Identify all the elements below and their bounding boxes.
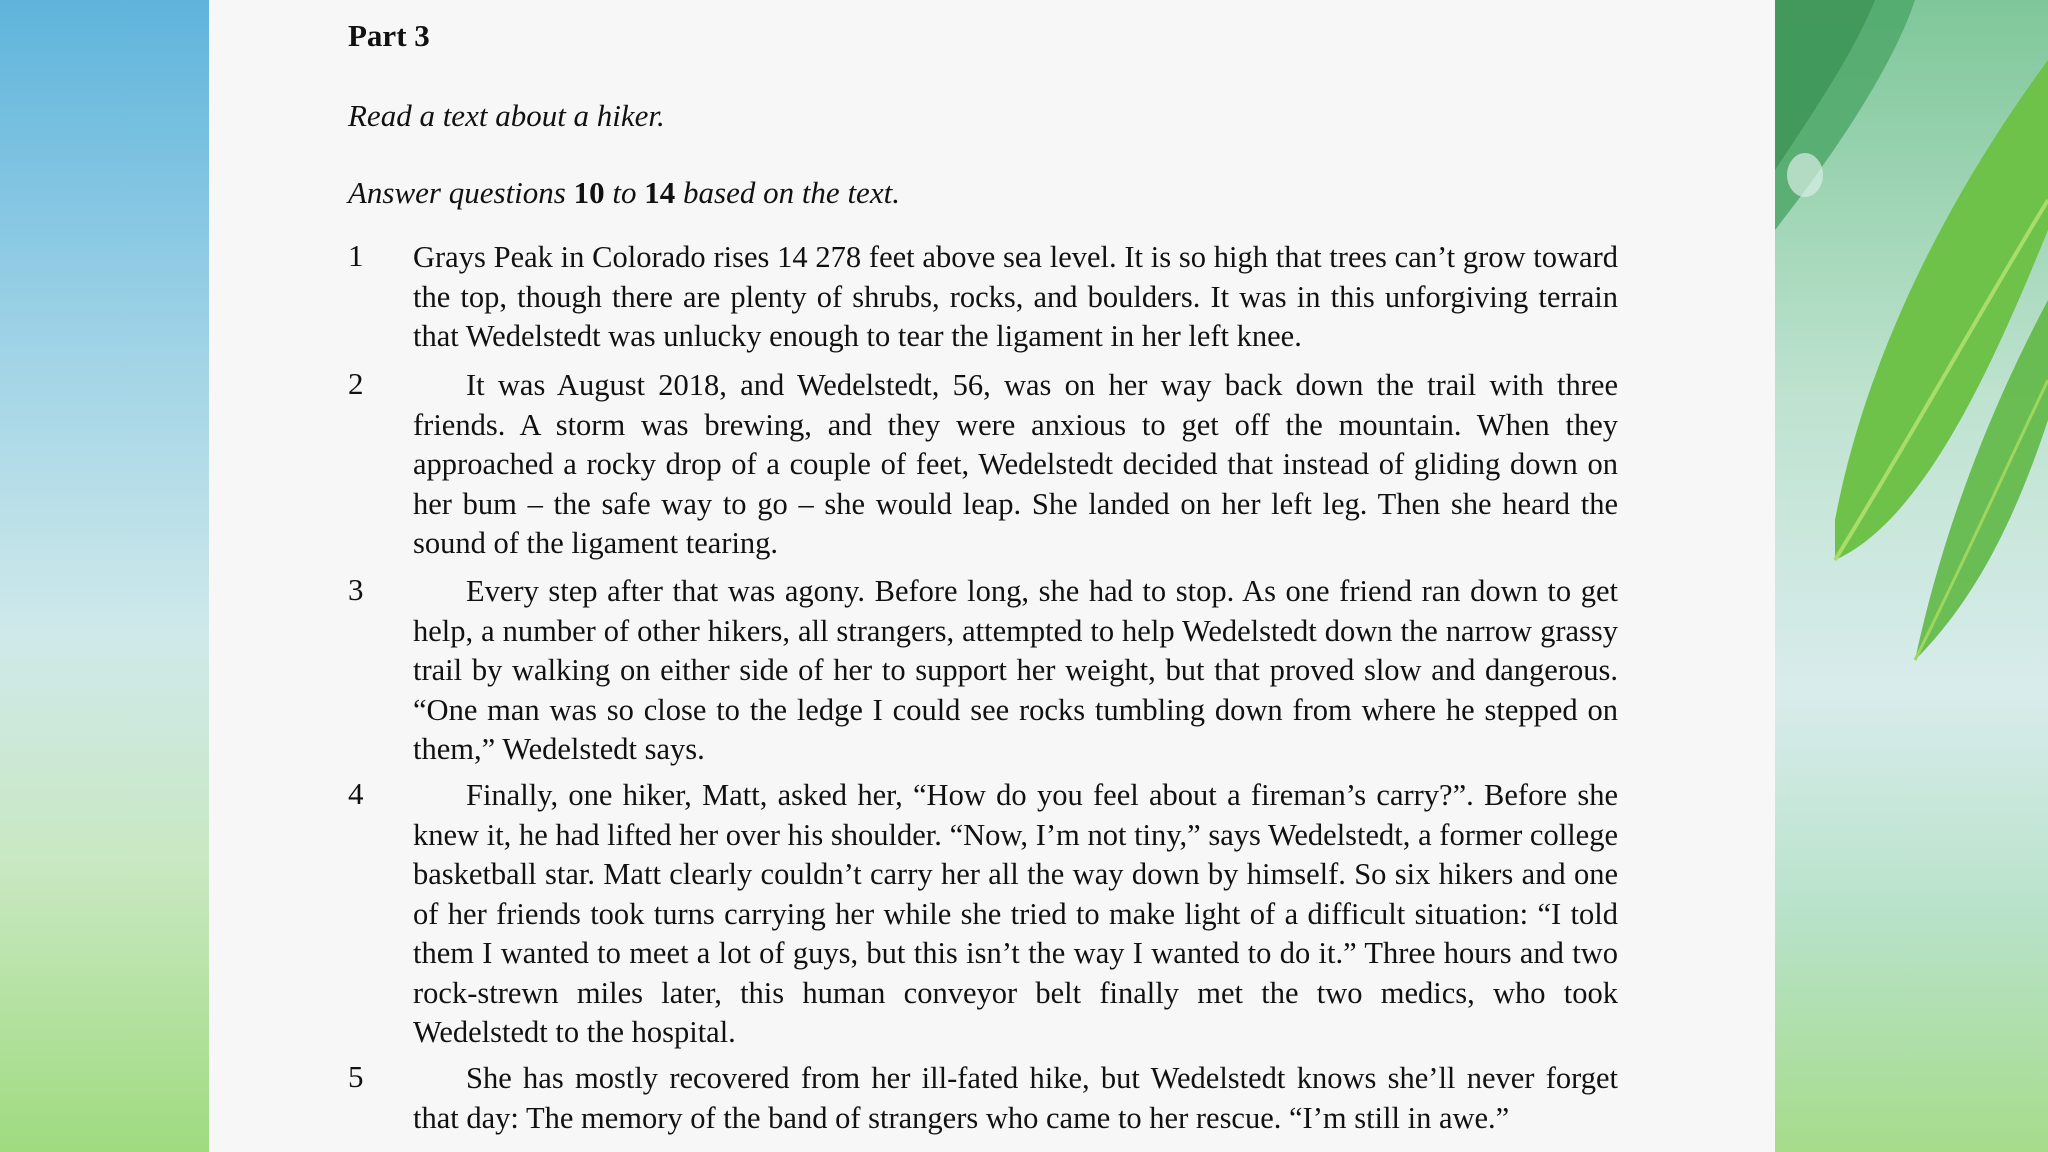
paragraph-number: 2 <box>348 366 364 401</box>
instruction-answer <box>348 175 900 211</box>
paragraph-body: Finally, one hiker, Matt, asked her, “How do you feel about a fireman’s carry?”. Before she knew it, he had lifted her over his shoulder. “Now, I’m not tiny,” says Wedelstedt, a former college basketball star. Matt clearly couldn’t carry her all the way down by himself. So six hikers and one of her friends took turns carrying her while she tried to make light of a difficult situation: “I told them I wanted to meet a lot of guys, but this isn’t the way I wanted to do it.” Three hours and two rock-strewn miles later, this human conveyor belt finally met the two medics, who took Wedelstedt to the hospital. <box>413 778 1618 1049</box>
question-end-number: 14 <box>644 175 676 210</box>
paragraph-text <box>413 366 1618 564</box>
paragraph-body: She has mostly recovered from her ill-fated hike, but Wedelstedt knows she’ll never forget that day: The memory of the band of strangers who came to her rescue. “I’m still in awe.” <box>413 1061 1618 1135</box>
paragraph-text <box>413 1059 1618 1138</box>
leaf-decoration <box>1775 0 2048 1152</box>
paragraph-text <box>413 776 1618 1053</box>
paragraph-body: Every step after that was agony. Before long, she had to stop. As one friend ran down to get help, a number of other hikers, all strangers, attempted to help Wedelstedt down the narrow grassy trail by walking on either side of her to support her weight, but that proved slow and dangerous. “One man was so close to the ledge I could see rocks tumbling down from where he stepped on them,” Wedelstedt says. <box>413 574 1618 766</box>
paragraph-number: 1 <box>348 238 364 273</box>
instruction-suffix: based on the text. <box>683 175 900 210</box>
instruction-to-word: to <box>612 175 637 210</box>
paragraph-number: 4 <box>348 776 364 811</box>
paragraph-body: It was August 2018, and Wedelstedt, 56, was on her way back down the trail with three friends. A storm was brewing, and they were anxious to get off the mountain. When they approached a rocky drop of a couple of feet, Wedelstedt decided that instead of gliding down on her bum – the safe way to go – she would leap. She landed on her left leg. Then she heard the sound of the ligament tearing. <box>413 368 1618 560</box>
document-page <box>209 0 1775 1152</box>
part-title: Part 3 <box>348 18 430 53</box>
paragraph-body: Grays Peak in Colorado rises 14 278 feet above sea level. It is so high that trees can’t grow toward the top, though there are plenty of shrubs, rocks, and boulders. It was in this unforgiving terrain that Wedelstedt was unlucky enough to tear the ligament in her left knee. <box>413 240 1618 353</box>
instruction-prefix: Answer questions <box>348 175 566 210</box>
paragraph-number: 5 <box>348 1059 364 1094</box>
background-right-panel <box>1775 0 2048 1152</box>
question-start-number: 10 <box>573 175 605 210</box>
instruction-read: Read a text about a hiker. <box>348 98 665 133</box>
paragraph-text <box>413 238 1618 357</box>
background-left-panel <box>0 0 209 1152</box>
paragraph-number: 3 <box>348 572 364 607</box>
paragraph-text <box>413 572 1618 770</box>
